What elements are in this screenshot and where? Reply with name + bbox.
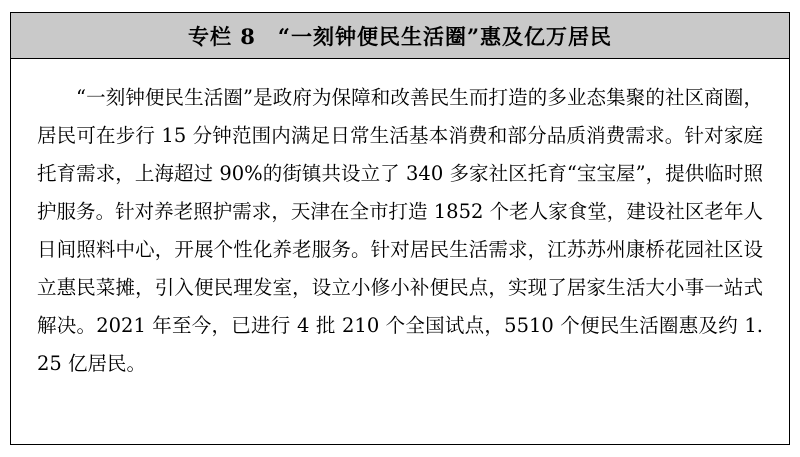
callout-box: [10, 12, 790, 445]
callout-box-header: [11, 13, 789, 59]
callout-box-title: 专栏 8 “一刻钟便民生活圈”惠及亿万居民: [187, 23, 613, 49]
callout-box-body: [11, 59, 789, 444]
callout-box-paragraph: “一刻钟便民生活圈”是政府为保障和改善民生而打造的多业态集聚的社区商圈，居民可在步行 15 分钟范围内满足日常生活基本消费和部分品质消费需求。针对家庭托育需求，上海超过 90%的街镇共设立了 340 多家社区托育“宝宝屋”，提供临时照护服务。针对养老照护需求，天津在全市打造 1852 个老人家食堂，建设社区老年人日间照料中心，开展个性化养老服务。针对居民生活需求，江苏苏州康桥花园社区设立惠民菜摊，引入便民理发室，设立小修小补便民点，实现了居家生活大小事一站式解决。2021 年至今，已进行 4 批 210 个全国试点，5510 个便民生活圈惠及约 1. 25 亿居民。: [37, 86, 763, 375]
